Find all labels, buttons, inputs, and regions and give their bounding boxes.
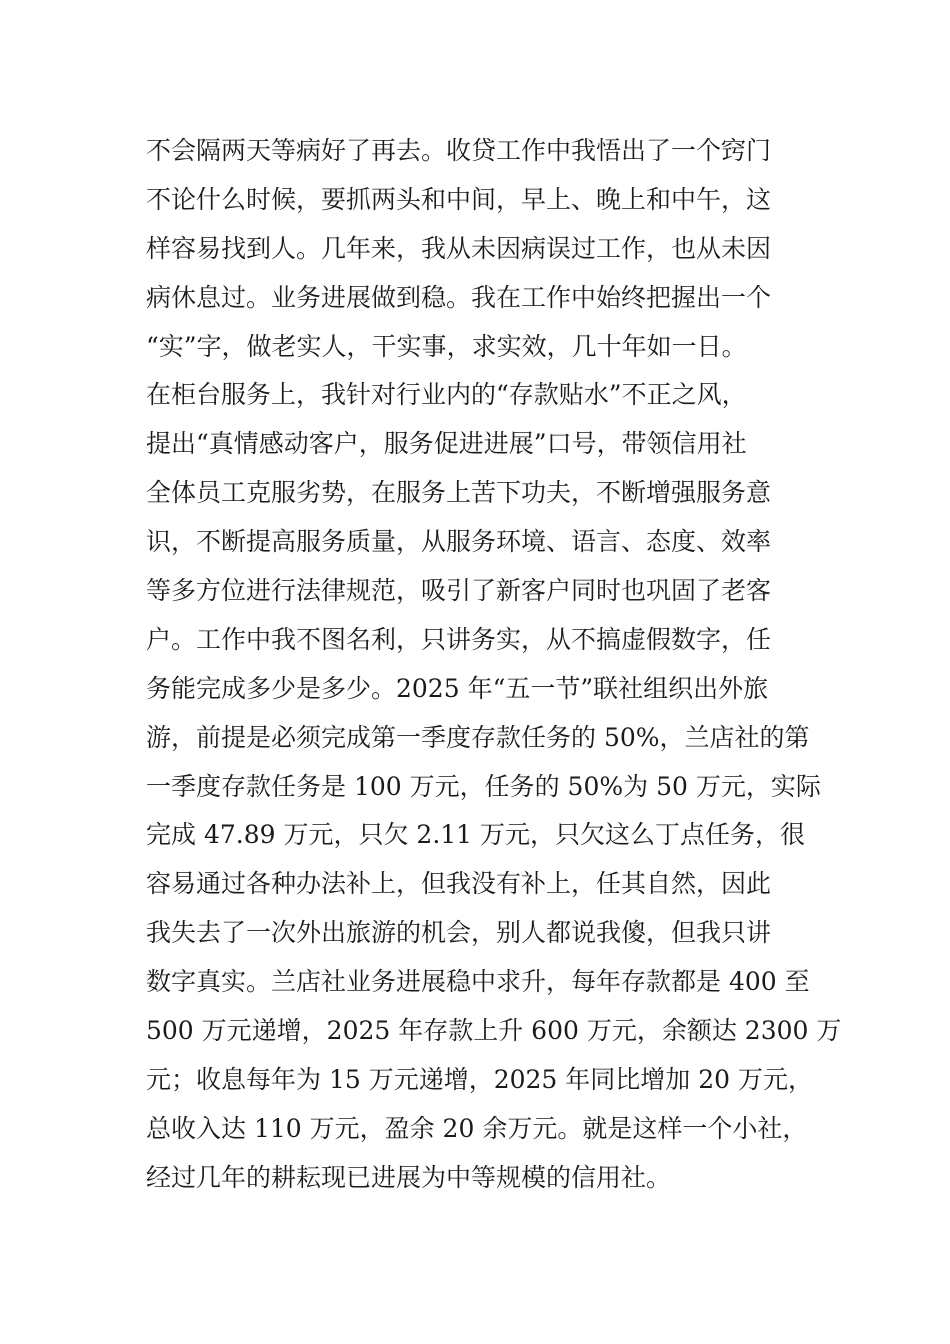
text-line: 数字真实。兰店社业务进展稳中求升，每年存款都是 400 至 [146,967,810,997]
text-line: 务能完成多少是多少。2025 年“五一节”联社组织出外旅 [146,673,769,703]
text-line: 提出“真情感动客户，服务促进进展”口号，带领信用社 [146,429,747,459]
text-line: 样容易找到人。几年来，我从未因病误过工作，也从未因 [146,233,772,263]
text-line: 完成 47.89 万元，只欠 2.11 万元，只欠这么丁点任务，很 [146,820,806,850]
body-paragraph [146,127,842,1203]
text-line: 识，不断提高服务质量，从服务环境、语言、态度、效率 [146,527,772,557]
text-line: 一季度存款任务是 100 万元，任务的 50%为 50 万元，实际 [146,771,821,801]
text-line: 500 万元递增，2025 年存款上升 600 万元，余额达 2300 万 [146,1016,842,1046]
text-line: 不论什么时候，要抓两头和中间，早上、晚上和中午，这 [146,184,772,214]
text-line: 户。工作中我不图名利，只讲务实，从不搞虚假数字，任 [146,624,772,654]
text-line: 病休息过。业务进展做到稳。我在工作中始终把握出一个 [146,282,772,312]
text-line: “实”字，做老实人，干实事，求实效，几十年如一日。 [146,331,747,361]
text-line: 经过几年的耕耘现已进展为中等规模的信用社。 [146,1162,672,1192]
text-line: 总收入达 110 万元，盈余 20 余万元。就是这样一个小社， [146,1113,808,1143]
text-line: 在柜台服务上，我针对行业内的“存款贴水”不正之风， [146,380,747,410]
text-line: 等多方位进行法律规范，吸引了新客户同时也巩固了老客 [146,576,772,606]
text-line: 容易通过各种办法补上，但我没有补上，任其自然，因此 [146,869,772,899]
text-line: 全体员工克服劣势，在服务上苦下功夫，不断增强服务意 [146,478,772,508]
text-line: 我失去了一次外出旅游的机会，别人都说我傻，但我只讲 [146,918,772,948]
text-line: 不会隔两天等病好了再去。收贷工作中我悟出了一个窍门 [146,136,772,165]
text-line: 元；收息每年为 15 万元递增，2025 年同比增加 20 万元， [146,1064,813,1094]
text-line: 游，前提是必须完成第一季度存款任务的 50%，兰店社的第 [146,722,810,752]
